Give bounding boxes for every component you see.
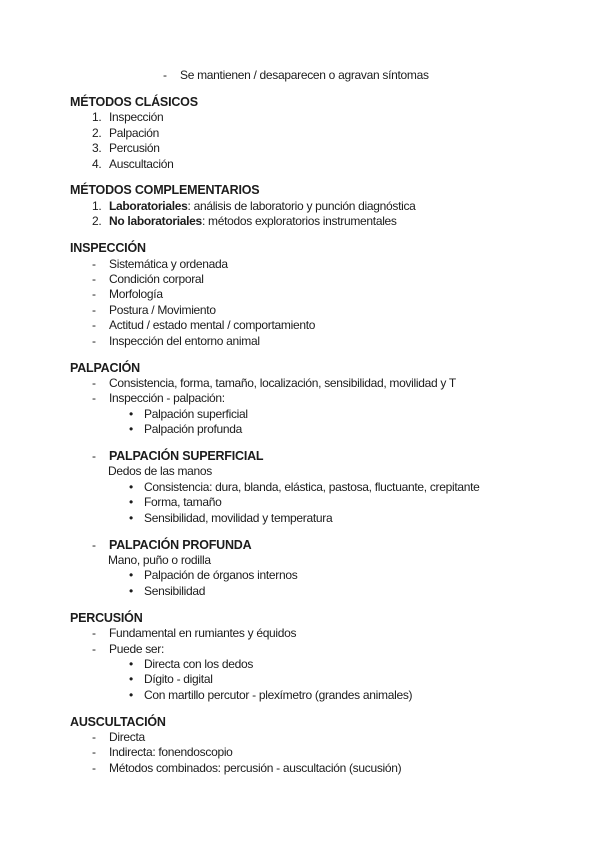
list-item — [70, 318, 582, 333]
list-item — [70, 391, 582, 406]
number-marker: 3. — [92, 141, 102, 156]
list-item — [70, 730, 582, 745]
number-marker: 1. — [92, 198, 102, 213]
number-marker: 4. — [92, 156, 102, 171]
dash-marker: - — [92, 318, 96, 333]
dash-marker: - — [92, 375, 96, 390]
subsection-title-palpacion-superficial — [70, 449, 582, 464]
list-item-text: Inspección — [109, 110, 164, 125]
list-item-text: Fundamental en rumiantes y équidos — [109, 626, 297, 641]
list-item — [70, 422, 582, 437]
list-item — [70, 110, 582, 125]
list-item — [70, 511, 582, 526]
list-item — [70, 480, 582, 495]
subsection-title-palpacion-profunda — [70, 538, 582, 553]
bullet-marker: • — [129, 510, 133, 525]
list-item-text: Sensibilidad, movilidad y temperatura — [144, 510, 333, 525]
list-item-bold-text: No laboratoriales — [109, 214, 202, 229]
bullet-marker: • — [129, 406, 133, 421]
list-item-text: Consistencia, forma, tamaño, localización, sensibilidad, movilidad y T — [109, 375, 456, 390]
list-item — [70, 584, 582, 599]
list-item — [70, 303, 582, 318]
list-item — [70, 626, 582, 641]
number-marker: 2. — [92, 214, 102, 229]
list-item-text: Se mantienen / desaparecen o agravan síntomas — [180, 68, 429, 82]
section-heading-metodos-clasicos: MÉTODOS CLÁSICOS — [70, 94, 198, 109]
dash-marker: - — [92, 256, 96, 271]
section-heading-metodos-complementarios: MÉTODOS COMPLEMENTARIOS — [70, 183, 260, 198]
list-item-text: Sensibilidad — [144, 583, 206, 598]
list-item-text: Directa — [109, 730, 145, 745]
list-item — [70, 199, 582, 214]
list-item — [70, 272, 582, 287]
subsection-subtitle: Mano, puño o rodilla — [108, 552, 211, 567]
list-item-text: Puede ser: — [109, 641, 165, 656]
list-item — [70, 407, 582, 422]
spacer — [70, 599, 582, 611]
list-item-text: Forma, tamaño — [144, 495, 222, 510]
list-item — [70, 334, 582, 349]
list-item-text: Palpación profunda — [144, 422, 243, 437]
list-item-text: Inspección - palpación: — [109, 391, 225, 406]
dash-marker: - — [92, 760, 96, 775]
spacer — [70, 83, 582, 95]
list-item-bold-text: Laboratoriales — [109, 198, 188, 213]
spacer — [70, 172, 582, 184]
dash-marker: - — [92, 271, 96, 286]
list-item-text: Auscultación — [109, 156, 174, 171]
dash-marker: - — [92, 745, 96, 760]
list-item — [70, 761, 582, 776]
dash-marker: - — [92, 391, 96, 406]
list-item-text: Consistencia: dura, blanda, elástica, pastosa, fluctuante, crepitante — [144, 479, 480, 494]
subsection-title-text: PALPACIÓN SUPERFICIAL — [109, 449, 264, 464]
dash-marker: - — [92, 537, 96, 552]
dash-marker: - — [92, 641, 96, 656]
list-item-text: : análisis de laboratorio y punción diagnóstica — [187, 198, 416, 213]
dash-marker: - — [163, 68, 167, 82]
dash-marker: - — [92, 302, 96, 317]
section-heading-inspeccion: INSPECCIÓN — [70, 241, 146, 256]
list-item — [70, 672, 582, 687]
bullet-marker: • — [129, 672, 133, 687]
list-item-text: Indirecta: fonendoscopio — [109, 745, 233, 760]
list-item-text: Actitud / estado mental / comportamiento — [109, 318, 316, 333]
dash-marker: - — [92, 730, 96, 745]
dash-marker: - — [92, 287, 96, 302]
list-item-text: : métodos exploratorios instrumentales — [201, 214, 397, 229]
dash-marker: - — [92, 333, 96, 348]
bullet-marker: • — [129, 568, 133, 583]
list-item-text: Palpación de órganos internos — [144, 568, 298, 583]
number-marker: 2. — [92, 125, 102, 140]
bullet-marker: • — [129, 583, 133, 598]
list-item — [70, 376, 582, 391]
list-item-text: Condición corporal — [109, 271, 204, 286]
list-item-text: Percusión — [109, 141, 160, 156]
spacer — [70, 526, 582, 538]
list-item — [70, 495, 582, 510]
list-item-text: Palpación superficial — [144, 406, 248, 421]
section-heading-palpacion: PALPACIÓN — [70, 360, 140, 375]
list-item-text: Palpación — [109, 125, 160, 140]
spacer — [70, 703, 582, 715]
subsection-subtitle: Dedos de las manos — [108, 464, 212, 479]
list-item-text: Inspección del entorno animal — [109, 333, 260, 348]
list-item — [70, 257, 582, 272]
list-item — [70, 745, 582, 760]
list-item-text: Postura / Movimiento — [109, 302, 216, 317]
list-item-text: Sistemática y ordenada — [109, 256, 228, 271]
list-item-text: Con martillo percutor - plexímetro (grandes animales) — [144, 687, 413, 702]
subsection-title-text: PALPACIÓN PROFUNDA — [109, 537, 252, 552]
spacer — [70, 349, 582, 361]
list-item — [70, 657, 582, 672]
dash-marker: - — [92, 626, 96, 641]
number-marker: 1. — [92, 110, 102, 125]
bullet-marker: • — [129, 495, 133, 510]
list-item — [70, 568, 582, 583]
bullet-marker: • — [129, 479, 133, 494]
list-item-text: Dígito - digital — [144, 672, 213, 687]
list-item — [70, 287, 582, 302]
list-item-text: Directa con los dedos — [144, 656, 254, 671]
spacer — [70, 438, 582, 450]
bullet-marker: • — [129, 656, 133, 671]
list-item — [70, 126, 582, 141]
bullet-marker: • — [129, 687, 133, 702]
spacer — [70, 230, 582, 242]
list-item — [70, 214, 582, 229]
section-heading-auscultacion: AUSCULTACIÓN — [70, 714, 166, 729]
intro-list-item — [70, 68, 582, 83]
list-item-text: Métodos combinados: percusión - auscultación (sucusión) — [109, 760, 402, 775]
list-item — [70, 157, 582, 172]
list-item-text: Morfología — [109, 287, 163, 302]
section-heading-percusion: PERCUSIÓN — [70, 610, 143, 625]
list-item — [70, 688, 582, 703]
list-item — [70, 141, 582, 156]
list-item — [70, 642, 582, 657]
bullet-marker: • — [129, 422, 133, 437]
dash-marker: - — [92, 449, 96, 464]
